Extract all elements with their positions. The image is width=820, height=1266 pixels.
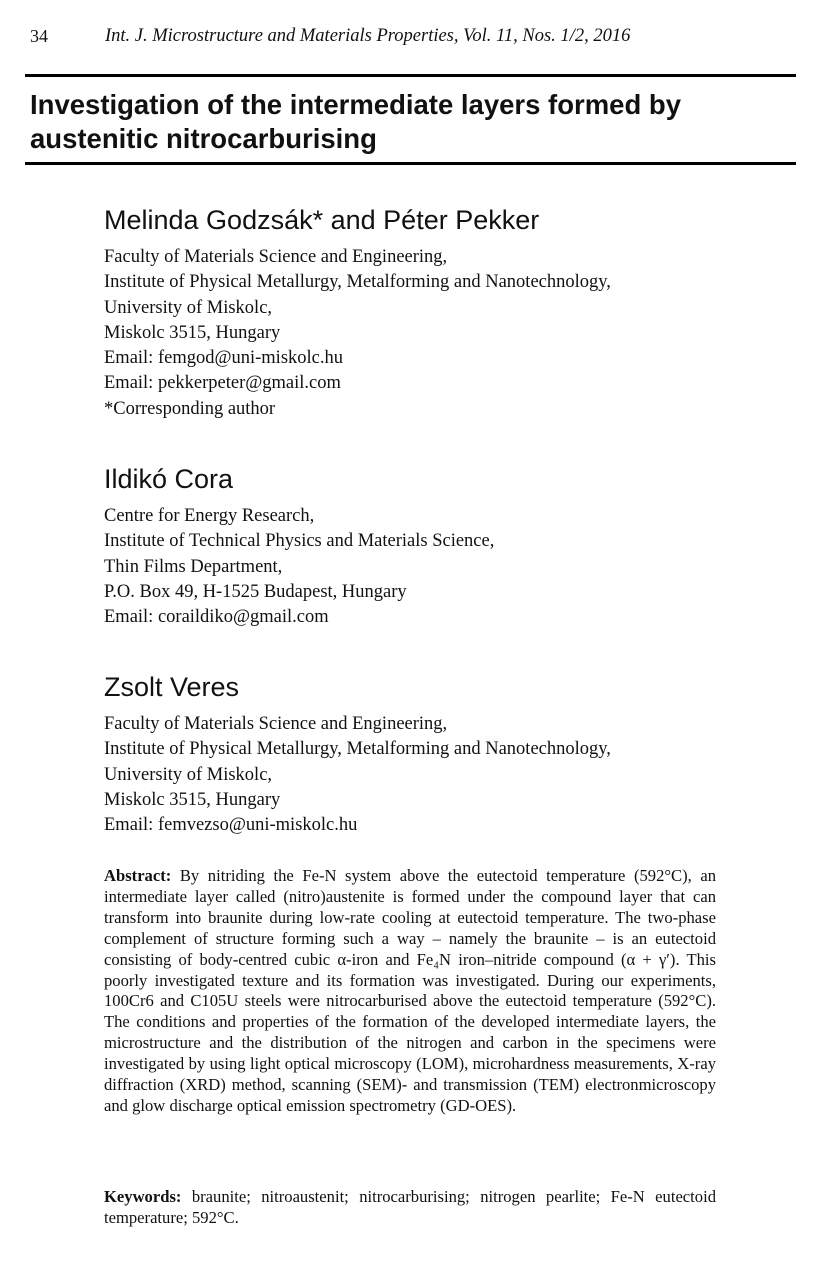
keywords-label: Keywords: (104, 1187, 182, 1206)
paper-title (30, 88, 790, 156)
keywords-text: braunite; nitroaustenit; nitrocarburising; nitrogen pearlite; Fe-N eutectoid temperature; 592°C. (104, 1187, 716, 1227)
title-line-1: Investigation of the intermediate layers formed by (30, 89, 681, 120)
email-line: Email: coraildiko@gmail.com (104, 607, 329, 628)
author-block-2 (104, 462, 744, 630)
affiliation-line: Institute of Physical Metallurgy, Metalforming and Nanotechnology, (104, 272, 611, 293)
email-line: Email: femgod@uni-miskolc.hu (104, 348, 344, 369)
affiliation-line: Miskolc 3515, Hungary (104, 322, 281, 343)
author-name: Ildikó Cora (104, 464, 234, 494)
author-name: Melinda Godzsák* and Péter Pekker (104, 205, 540, 235)
affiliation-line: University of Miskolc, (104, 297, 273, 318)
author-block-3 (104, 670, 744, 838)
affiliation-line: Faculty of Materials Science and Engineering, (104, 247, 448, 267)
top-rule (25, 74, 796, 77)
journal-header: Int. J. Microstructure and Materials Properties, Vol. 11, Nos. 1/2, 2016 (105, 26, 631, 46)
affiliation-line: Faculty of Materials Science and Engineering, (104, 714, 448, 734)
title-line-2: austenitic nitrocarburising (30, 123, 377, 154)
affiliation-line: Institute of Physical Metallurgy, Metalforming and Nanotechnology, (104, 739, 611, 760)
author-name: Zsolt Veres (104, 672, 240, 702)
affiliation-line: University of Miskolc, (104, 764, 273, 785)
keywords (104, 1187, 716, 1229)
author-block-1 (104, 203, 744, 422)
affiliation-line: Thin Films Department, (104, 556, 283, 577)
abstract-text: By nitriding the Fe-N system above the eutectoid temperature (592°C), an intermediate layer called (nitro)austenite is formed under the compound layer that can transform into braunite during low-rate cooling at eutectoid temperature. The two-phase complement of structure forming such a way – namely the braunite – is an eutectoid consisting of body-centred cubic α-iron and Fe₄N iron–nitride compound (α + γ′). This poorly investigated texture and its formation was investigated. During our experiments, 100Cr6 and C105U steels were nitrocarburised above the eutectoid temperature (592°C). The conditions and properties of the formation of the developed intermediate layers, the microstructure and the distribution of the nitrogen and carbon in the specimens were investigated by using light optical microscopy (LOM), microhardness measurements, X-ray diffraction (XRD) method, scanning (SEM)- and transmission (TEM) electronmicroscopy and glow discharge optical emission spectrometry (GD-OES). (104, 866, 716, 1115)
affiliation-line: Institute of Technical Physics and Materials Science, (104, 531, 495, 552)
bottom-rule (25, 162, 796, 165)
corresponding-note: *Corresponding author (104, 398, 276, 419)
email-line: Email: femvezso@uni-miskolc.hu (104, 815, 358, 836)
abstract (104, 866, 716, 1117)
affiliation-line: P.O. Box 49, H-1525 Budapest, Hungary (104, 581, 407, 602)
page-number: 34 (30, 26, 48, 46)
affiliation-line: Miskolc 3515, Hungary (104, 789, 281, 810)
email-line: Email: pekkerpeter@gmail.com (104, 373, 341, 394)
affiliation-line: Centre for Energy Research, (104, 506, 315, 526)
abstract-label: Abstract: (104, 866, 172, 885)
